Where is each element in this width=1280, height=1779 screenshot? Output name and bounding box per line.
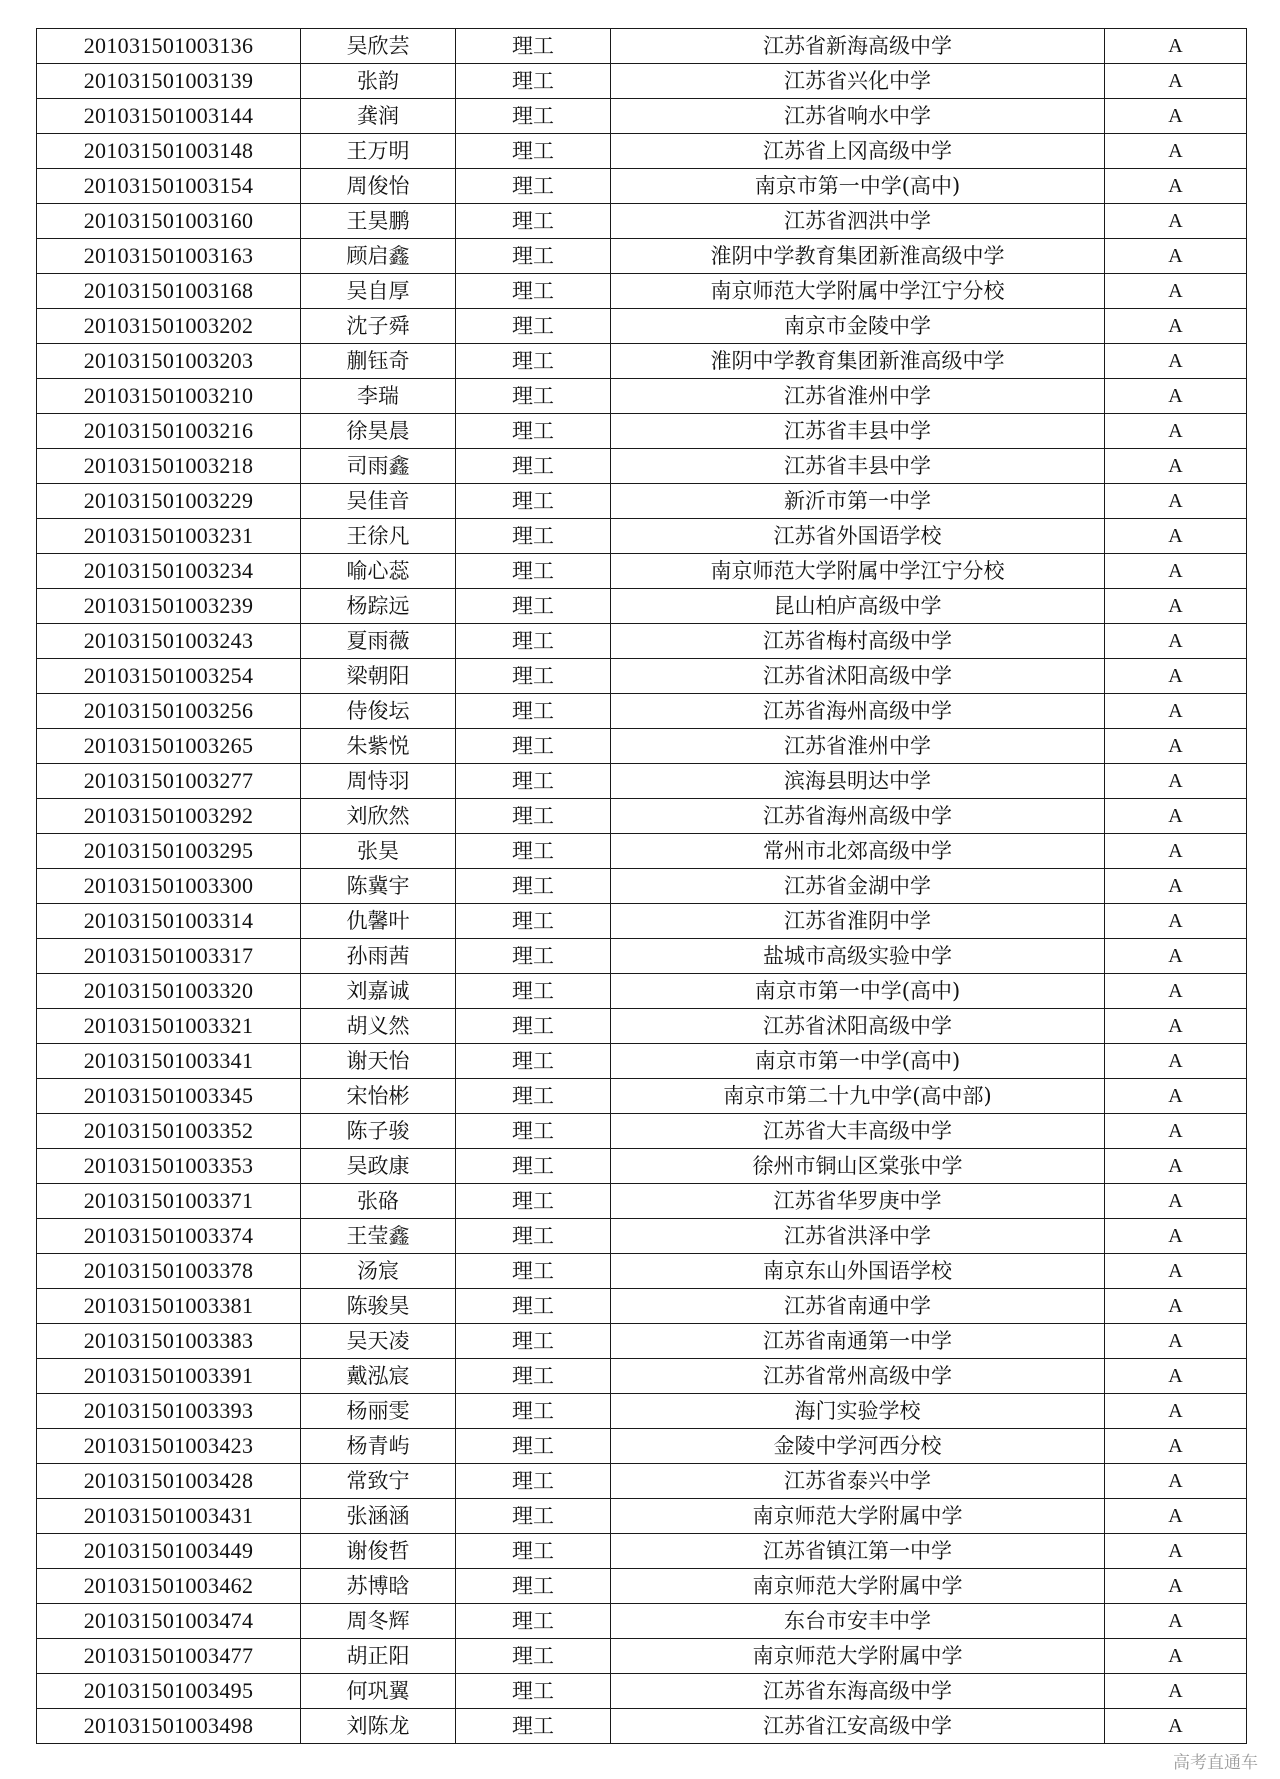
grade-cell: A [1105, 519, 1247, 554]
school-cell: 南京市金陵中学 [611, 309, 1105, 344]
grade-cell: A [1105, 554, 1247, 589]
grade-cell: A [1105, 694, 1247, 729]
student-id-cell: 201031501003474 [37, 1604, 301, 1639]
category-cell: 理工 [456, 834, 611, 869]
school-cell: 江苏省丰县中学 [611, 449, 1105, 484]
category-cell: 理工 [456, 344, 611, 379]
student-name-cell: 喻心蕊 [301, 554, 456, 589]
category-cell: 理工 [456, 1674, 611, 1709]
school-cell: 江苏省华罗庚中学 [611, 1184, 1105, 1219]
school-cell: 南京师范大学附属中学 [611, 1499, 1105, 1534]
student-id-cell: 201031501003352 [37, 1114, 301, 1149]
category-cell: 理工 [456, 1254, 611, 1289]
grade-cell: A [1105, 344, 1247, 379]
student-id-cell: 201031501003321 [37, 1009, 301, 1044]
school-cell: 滨海县明达中学 [611, 764, 1105, 799]
student-id-cell: 201031501003353 [37, 1149, 301, 1184]
student-id-cell: 201031501003374 [37, 1219, 301, 1254]
school-cell: 江苏省新海高级中学 [611, 29, 1105, 64]
student-name-cell: 刘欣然 [301, 799, 456, 834]
table-row [37, 1114, 1247, 1149]
school-cell: 江苏省丰县中学 [611, 414, 1105, 449]
watermark: 高考直通车 [1173, 1753, 1258, 1773]
student-name-cell: 吴佳音 [301, 484, 456, 519]
student-id-cell: 201031501003393 [37, 1394, 301, 1429]
school-cell: 江苏省南通中学 [611, 1289, 1105, 1324]
category-cell: 理工 [456, 764, 611, 799]
school-cell: 南京师范大学附属中学江宁分校 [611, 554, 1105, 589]
category-cell: 理工 [456, 904, 611, 939]
grade-cell: A [1105, 1604, 1247, 1639]
grade-cell: A [1105, 1464, 1247, 1499]
grade-cell: A [1105, 1254, 1247, 1289]
category-cell: 理工 [456, 1184, 611, 1219]
student-name-cell: 胡义然 [301, 1009, 456, 1044]
grade-cell: A [1105, 869, 1247, 904]
category-cell: 理工 [456, 869, 611, 904]
table-row [37, 484, 1247, 519]
student-id-cell: 201031501003391 [37, 1359, 301, 1394]
grade-cell: A [1105, 1499, 1247, 1534]
school-cell: 江苏省南通第一中学 [611, 1324, 1105, 1359]
student-id-cell: 201031501003218 [37, 449, 301, 484]
table-row [37, 414, 1247, 449]
student-id-cell: 201031501003378 [37, 1254, 301, 1289]
school-cell: 江苏省常州高级中学 [611, 1359, 1105, 1394]
category-cell: 理工 [456, 1464, 611, 1499]
student-id-cell: 201031501003254 [37, 659, 301, 694]
table-row [37, 1709, 1247, 1744]
table-row [37, 239, 1247, 274]
grade-cell: A [1105, 1394, 1247, 1429]
category-cell: 理工 [456, 659, 611, 694]
category-cell: 理工 [456, 169, 611, 204]
grade-cell: A [1105, 1219, 1247, 1254]
category-cell: 理工 [456, 274, 611, 309]
student-id-cell: 201031501003202 [37, 309, 301, 344]
student-name-cell: 李瑞 [301, 379, 456, 414]
student-id-cell: 201031501003168 [37, 274, 301, 309]
grade-cell: A [1105, 1009, 1247, 1044]
school-cell: 江苏省镇江第一中学 [611, 1534, 1105, 1569]
student-id-cell: 201031501003203 [37, 344, 301, 379]
school-cell: 江苏省大丰高级中学 [611, 1114, 1105, 1149]
category-cell: 理工 [456, 624, 611, 659]
student-name-cell: 周俊怡 [301, 169, 456, 204]
student-id-cell: 201031501003431 [37, 1499, 301, 1534]
student-name-cell: 杨踪远 [301, 589, 456, 624]
grade-cell: A [1105, 974, 1247, 1009]
student-name-cell: 周冬辉 [301, 1604, 456, 1639]
category-cell: 理工 [456, 1394, 611, 1429]
student-name-cell: 王莹鑫 [301, 1219, 456, 1254]
school-cell: 南京师范大学附属中学 [611, 1569, 1105, 1604]
category-cell: 理工 [456, 519, 611, 554]
table-row [37, 799, 1247, 834]
grade-cell: A [1105, 659, 1247, 694]
grade-cell: A [1105, 1429, 1247, 1464]
student-name-cell: 仇馨叶 [301, 904, 456, 939]
table-row [37, 1359, 1247, 1394]
student-name-cell: 吴欣芸 [301, 29, 456, 64]
student-id-cell: 201031501003256 [37, 694, 301, 729]
table-row [37, 1254, 1247, 1289]
category-cell: 理工 [456, 1009, 611, 1044]
table-row [37, 694, 1247, 729]
student-id-cell: 201031501003243 [37, 624, 301, 659]
school-cell: 江苏省上冈高级中学 [611, 134, 1105, 169]
table-row [37, 764, 1247, 799]
grade-cell: A [1105, 414, 1247, 449]
student-id-cell: 201031501003371 [37, 1184, 301, 1219]
student-name-cell: 陈骏昊 [301, 1289, 456, 1324]
table-row [37, 729, 1247, 764]
table-row [37, 869, 1247, 904]
student-id-cell: 201031501003239 [37, 589, 301, 624]
category-cell: 理工 [456, 939, 611, 974]
grade-cell: A [1105, 1709, 1247, 1744]
student-id-cell: 201031501003154 [37, 169, 301, 204]
table-row [37, 1079, 1247, 1114]
category-cell: 理工 [456, 379, 611, 414]
grade-cell: A [1105, 764, 1247, 799]
student-name-cell: 杨丽雯 [301, 1394, 456, 1429]
school-cell: 南京市第二十九中学(高中部) [611, 1079, 1105, 1114]
school-cell: 新沂市第一中学 [611, 484, 1105, 519]
school-cell: 江苏省兴化中学 [611, 64, 1105, 99]
student-name-cell: 梁朝阳 [301, 659, 456, 694]
category-cell: 理工 [456, 309, 611, 344]
student-name-cell: 司雨鑫 [301, 449, 456, 484]
table-row [37, 1569, 1247, 1604]
table-row [37, 974, 1247, 1009]
school-cell: 江苏省淮阴中学 [611, 904, 1105, 939]
school-cell: 江苏省梅村高级中学 [611, 624, 1105, 659]
category-cell: 理工 [456, 449, 611, 484]
category-cell: 理工 [456, 729, 611, 764]
school-cell: 江苏省外国语学校 [611, 519, 1105, 554]
student-id-cell: 201031501003144 [37, 99, 301, 134]
student-name-cell: 王昊鹏 [301, 204, 456, 239]
student-id-cell: 201031501003229 [37, 484, 301, 519]
school-cell: 江苏省海州高级中学 [611, 694, 1105, 729]
student-id-cell: 201031501003300 [37, 869, 301, 904]
school-cell: 江苏省响水中学 [611, 99, 1105, 134]
grade-cell: A [1105, 729, 1247, 764]
student-name-cell: 张昊 [301, 834, 456, 869]
category-cell: 理工 [456, 1289, 611, 1324]
grade-cell: A [1105, 64, 1247, 99]
category-cell: 理工 [456, 1639, 611, 1674]
table-row [37, 624, 1247, 659]
school-cell: 常州市北郊高级中学 [611, 834, 1105, 869]
table-row [37, 834, 1247, 869]
grade-cell: A [1105, 484, 1247, 519]
grade-cell: A [1105, 1289, 1247, 1324]
student-id-cell: 201031501003317 [37, 939, 301, 974]
category-cell: 理工 [456, 134, 611, 169]
table-row [37, 379, 1247, 414]
student-name-cell: 汤宸 [301, 1254, 456, 1289]
grade-cell: A [1105, 939, 1247, 974]
grade-cell: A [1105, 1324, 1247, 1359]
table-row [37, 1534, 1247, 1569]
table-row [37, 1324, 1247, 1359]
table-row [37, 554, 1247, 589]
category-cell: 理工 [456, 64, 611, 99]
student-name-cell: 王徐凡 [301, 519, 456, 554]
student-id-cell: 201031501003163 [37, 239, 301, 274]
student-name-cell: 吴自厚 [301, 274, 456, 309]
table-row [37, 1464, 1247, 1499]
category-cell: 理工 [456, 1359, 611, 1394]
school-cell: 海门实验学校 [611, 1394, 1105, 1429]
grade-cell: A [1105, 204, 1247, 239]
student-name-cell: 吴天凌 [301, 1324, 456, 1359]
student-id-cell: 201031501003231 [37, 519, 301, 554]
student-name-cell: 沈子舜 [301, 309, 456, 344]
student-id-cell: 201031501003341 [37, 1044, 301, 1079]
category-cell: 理工 [456, 204, 611, 239]
student-name-cell: 刘陈龙 [301, 1709, 456, 1744]
student-name-cell: 常致宁 [301, 1464, 456, 1499]
grade-cell: A [1105, 799, 1247, 834]
category-cell: 理工 [456, 1499, 611, 1534]
school-cell: 南京市第一中学(高中) [611, 169, 1105, 204]
grade-cell: A [1105, 274, 1247, 309]
student-name-cell: 谢天怡 [301, 1044, 456, 1079]
student-id-cell: 201031501003428 [37, 1464, 301, 1499]
student-id-cell: 201031501003234 [37, 554, 301, 589]
school-cell: 江苏省淮州中学 [611, 729, 1105, 764]
table-row [37, 1219, 1247, 1254]
student-id-cell: 201031501003477 [37, 1639, 301, 1674]
student-name-cell: 龚润 [301, 99, 456, 134]
table-row [37, 29, 1247, 64]
table-row [37, 1009, 1247, 1044]
roster-sheet [36, 28, 1246, 1744]
school-cell: 南京师范大学附属中学江宁分校 [611, 274, 1105, 309]
category-cell: 理工 [456, 974, 611, 1009]
grade-cell: A [1105, 1149, 1247, 1184]
category-cell: 理工 [456, 589, 611, 624]
grade-cell: A [1105, 99, 1247, 134]
grade-cell: A [1105, 589, 1247, 624]
student-id-cell: 201031501003265 [37, 729, 301, 764]
grade-cell: A [1105, 239, 1247, 274]
grade-cell: A [1105, 1569, 1247, 1604]
student-name-cell: 徐昊晨 [301, 414, 456, 449]
category-cell: 理工 [456, 1429, 611, 1464]
school-cell: 南京市第一中学(高中) [611, 1044, 1105, 1079]
table-row [37, 904, 1247, 939]
table-row [37, 659, 1247, 694]
category-cell: 理工 [456, 414, 611, 449]
table-row [37, 1184, 1247, 1219]
grade-cell: A [1105, 1184, 1247, 1219]
table-row [37, 344, 1247, 379]
student-name-cell: 张涵涵 [301, 1499, 456, 1534]
school-cell: 江苏省洪泽中学 [611, 1219, 1105, 1254]
student-name-cell: 戴泓宸 [301, 1359, 456, 1394]
grade-cell: A [1105, 379, 1247, 414]
table-row [37, 169, 1247, 204]
table-row [37, 274, 1247, 309]
student-name-cell: 孙雨茜 [301, 939, 456, 974]
student-name-cell: 张硌 [301, 1184, 456, 1219]
table-row [37, 1499, 1247, 1534]
school-cell: 江苏省沭阳高级中学 [611, 1009, 1105, 1044]
school-cell: 江苏省江安高级中学 [611, 1709, 1105, 1744]
roster-table [36, 28, 1247, 1744]
student-id-cell: 201031501003277 [37, 764, 301, 799]
grade-cell: A [1105, 309, 1247, 344]
student-id-cell: 201031501003345 [37, 1079, 301, 1114]
table-row [37, 1044, 1247, 1079]
student-id-cell: 201031501003295 [37, 834, 301, 869]
grade-cell: A [1105, 449, 1247, 484]
student-name-cell: 吴政康 [301, 1149, 456, 1184]
student-id-cell: 201031501003449 [37, 1534, 301, 1569]
grade-cell: A [1105, 1114, 1247, 1149]
school-cell: 盐城市高级实验中学 [611, 939, 1105, 974]
table-row [37, 589, 1247, 624]
table-row [37, 1429, 1247, 1464]
grade-cell: A [1105, 834, 1247, 869]
school-cell: 徐州市铜山区棠张中学 [611, 1149, 1105, 1184]
category-cell: 理工 [456, 1114, 611, 1149]
grade-cell: A [1105, 1079, 1247, 1114]
school-cell: 江苏省淮州中学 [611, 379, 1105, 414]
student-id-cell: 201031501003160 [37, 204, 301, 239]
category-cell: 理工 [456, 799, 611, 834]
student-id-cell: 201031501003148 [37, 134, 301, 169]
table-row [37, 1394, 1247, 1429]
category-cell: 理工 [456, 694, 611, 729]
table-row [37, 449, 1247, 484]
student-id-cell: 201031501003495 [37, 1674, 301, 1709]
school-cell: 淮阴中学教育集团新淮高级中学 [611, 239, 1105, 274]
category-cell: 理工 [456, 29, 611, 64]
student-id-cell: 201031501003210 [37, 379, 301, 414]
table-row [37, 64, 1247, 99]
category-cell: 理工 [456, 484, 611, 519]
student-name-cell: 顾启鑫 [301, 239, 456, 274]
student-name-cell: 张韵 [301, 64, 456, 99]
category-cell: 理工 [456, 1079, 611, 1114]
school-cell: 南京师范大学附属中学 [611, 1639, 1105, 1674]
school-cell: 江苏省沭阳高级中学 [611, 659, 1105, 694]
category-cell: 理工 [456, 1149, 611, 1184]
student-name-cell: 蒯钰奇 [301, 344, 456, 379]
school-cell: 淮阴中学教育集团新淮高级中学 [611, 344, 1105, 379]
table-row [37, 1289, 1247, 1324]
student-name-cell: 陈子骏 [301, 1114, 456, 1149]
student-name-cell: 周恃羽 [301, 764, 456, 799]
student-name-cell: 杨青屿 [301, 1429, 456, 1464]
grade-cell: A [1105, 134, 1247, 169]
student-id-cell: 201031501003292 [37, 799, 301, 834]
grade-cell: A [1105, 1359, 1247, 1394]
student-id-cell: 201031501003136 [37, 29, 301, 64]
category-cell: 理工 [456, 99, 611, 134]
table-row [37, 134, 1247, 169]
category-cell: 理工 [456, 1324, 611, 1359]
student-id-cell: 201031501003139 [37, 64, 301, 99]
category-cell: 理工 [456, 1534, 611, 1569]
student-id-cell: 201031501003462 [37, 1569, 301, 1604]
grade-cell: A [1105, 1534, 1247, 1569]
table-row [37, 939, 1247, 974]
category-cell: 理工 [456, 1569, 611, 1604]
student-name-cell: 何巩翼 [301, 1674, 456, 1709]
table-row [37, 1639, 1247, 1674]
school-cell: 江苏省海州高级中学 [611, 799, 1105, 834]
student-name-cell: 苏博晗 [301, 1569, 456, 1604]
student-id-cell: 201031501003423 [37, 1429, 301, 1464]
student-name-cell: 宋怡彬 [301, 1079, 456, 1114]
table-row [37, 99, 1247, 134]
roster-table-body [37, 29, 1247, 1744]
student-name-cell: 侍俊坛 [301, 694, 456, 729]
school-cell: 江苏省东海高级中学 [611, 1674, 1105, 1709]
grade-cell: A [1105, 29, 1247, 64]
category-cell: 理工 [456, 1604, 611, 1639]
school-cell: 南京市第一中学(高中) [611, 974, 1105, 1009]
category-cell: 理工 [456, 239, 611, 274]
student-id-cell: 201031501003498 [37, 1709, 301, 1744]
student-id-cell: 201031501003216 [37, 414, 301, 449]
table-row [37, 204, 1247, 239]
grade-cell: A [1105, 1639, 1247, 1674]
student-name-cell: 胡正阳 [301, 1639, 456, 1674]
student-id-cell: 201031501003314 [37, 904, 301, 939]
category-cell: 理工 [456, 1219, 611, 1254]
table-row [37, 1149, 1247, 1184]
table-row [37, 519, 1247, 554]
table-row [37, 1674, 1247, 1709]
category-cell: 理工 [456, 1044, 611, 1079]
grade-cell: A [1105, 624, 1247, 659]
grade-cell: A [1105, 1674, 1247, 1709]
student-name-cell: 刘嘉诚 [301, 974, 456, 1009]
school-cell: 东台市安丰中学 [611, 1604, 1105, 1639]
student-name-cell: 夏雨薇 [301, 624, 456, 659]
school-cell: 昆山柏庐高级中学 [611, 589, 1105, 624]
school-cell: 金陵中学河西分校 [611, 1429, 1105, 1464]
grade-cell: A [1105, 169, 1247, 204]
table-row [37, 309, 1247, 344]
student-name-cell: 谢俊哲 [301, 1534, 456, 1569]
student-id-cell: 201031501003381 [37, 1289, 301, 1324]
school-cell: 南京东山外国语学校 [611, 1254, 1105, 1289]
student-name-cell: 朱紫悦 [301, 729, 456, 764]
school-cell: 江苏省泗洪中学 [611, 204, 1105, 239]
student-id-cell: 201031501003383 [37, 1324, 301, 1359]
student-name-cell: 王万明 [301, 134, 456, 169]
grade-cell: A [1105, 1044, 1247, 1079]
category-cell: 理工 [456, 554, 611, 589]
grade-cell: A [1105, 904, 1247, 939]
school-cell: 江苏省泰兴中学 [611, 1464, 1105, 1499]
student-name-cell: 陈冀宇 [301, 869, 456, 904]
student-id-cell: 201031501003320 [37, 974, 301, 1009]
school-cell: 江苏省金湖中学 [611, 869, 1105, 904]
category-cell: 理工 [456, 1709, 611, 1744]
table-row [37, 1604, 1247, 1639]
